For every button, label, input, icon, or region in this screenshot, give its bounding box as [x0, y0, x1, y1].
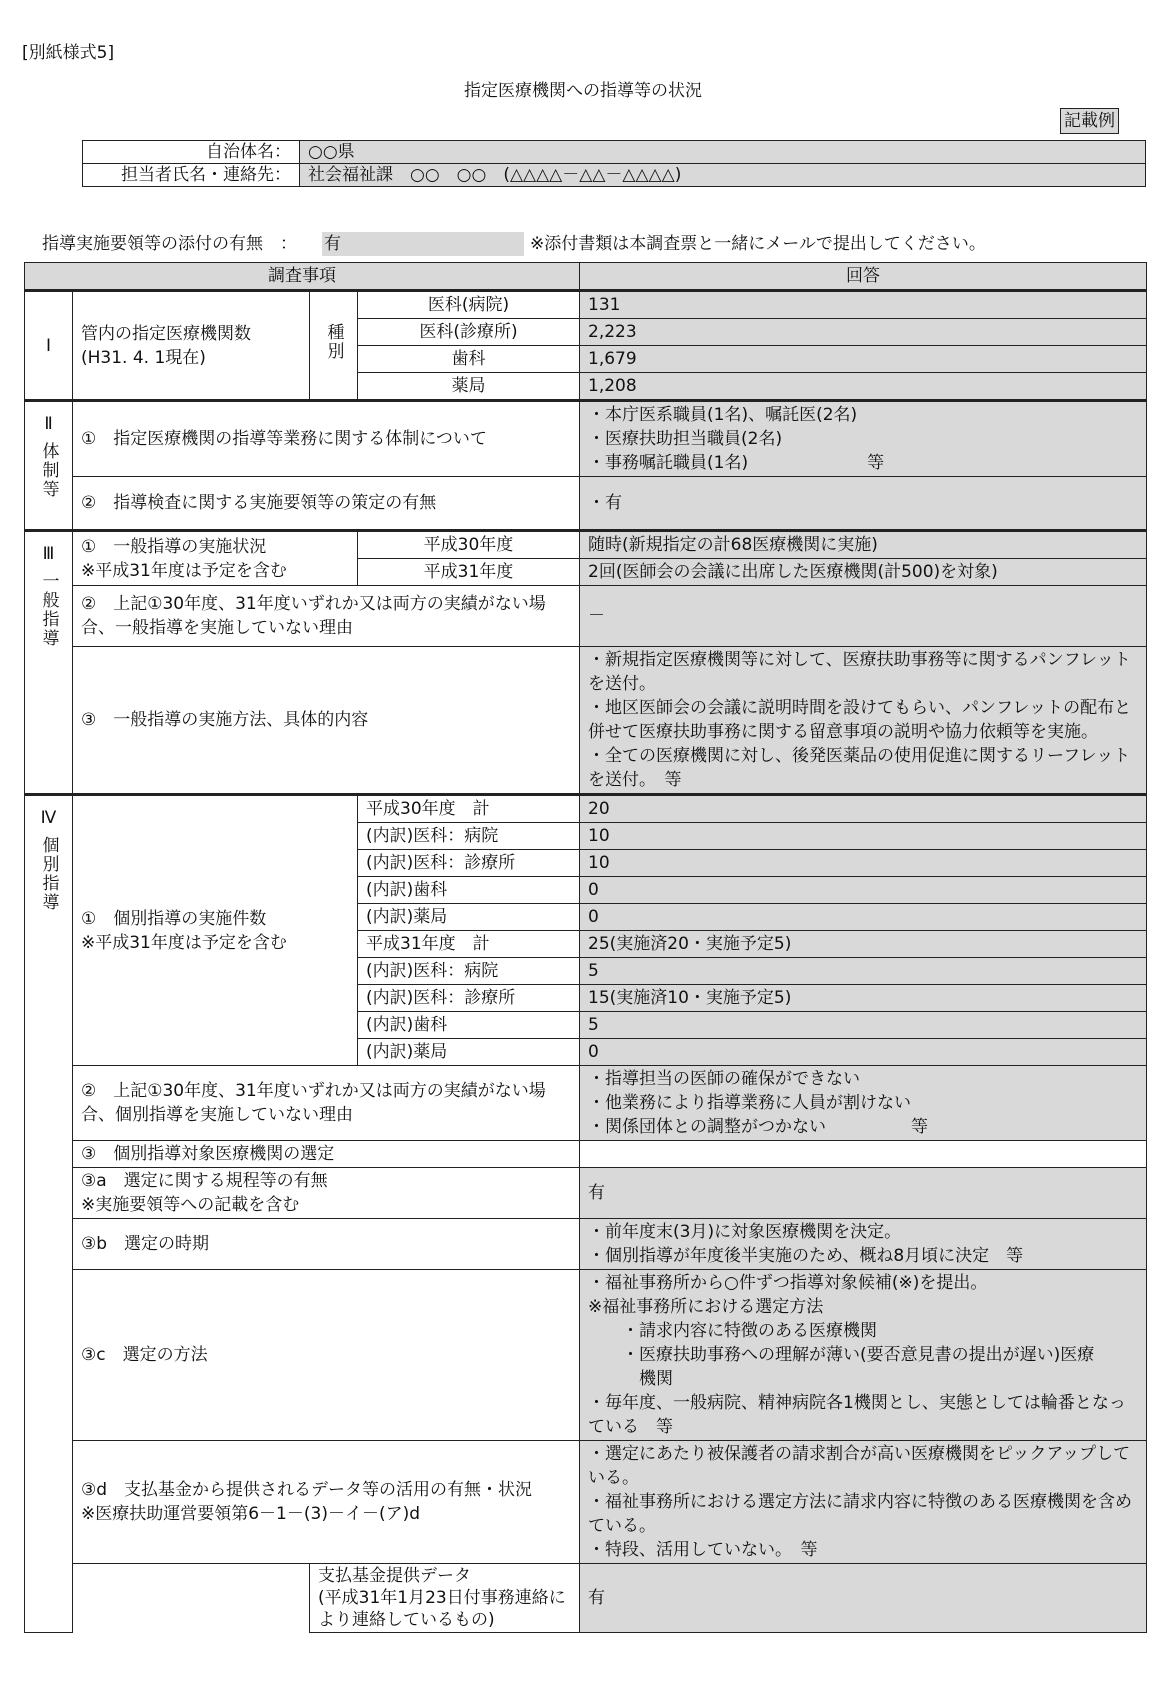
sec1-row-value: 1,679: [580, 346, 1147, 373]
sec3-name: 一般指導: [38, 572, 59, 648]
sec1-kind-cell: [310, 291, 358, 401]
sec2-name: 体制等: [38, 442, 59, 499]
sec4-q3c: ③c 選定の方法: [73, 1270, 580, 1441]
sec4-row-label: (内訳)薬局: [358, 1039, 580, 1066]
attach-value: 有: [322, 232, 524, 256]
sec4-a2: ・指導担当の医師の確保ができない ・他業務により指導業務に人員が割けない ・関係団体との調整がつかない 等: [580, 1066, 1147, 1141]
sec2-a2: ・有: [580, 477, 1147, 531]
sec4-row-label: (内訳)薬局: [358, 904, 580, 931]
sec4-row-value: 15(実施済10・実施予定5): [580, 985, 1147, 1012]
sec1-kind: 種別: [323, 323, 344, 361]
sec1-row-label: 歯科: [358, 346, 580, 373]
sec4-sub-value: 有: [580, 1564, 1147, 1633]
example-badge: 記載例: [1060, 108, 1119, 134]
sec4-row-value: 5: [580, 958, 1147, 985]
sec3-a2: －: [580, 586, 1147, 647]
sec4-q3: ③ 個別指導対象医療機関の選定: [73, 1141, 580, 1168]
sec4-row-value: 5: [580, 1012, 1147, 1039]
sec3-q2: ② 上記①30年度、31年度いずれか又は両方の実績がない場合、一般指導を実施していない理由: [73, 586, 580, 647]
contact-value: 社会福祉課 ○○ ○○ (△△△△－△△－△△△△): [300, 164, 1146, 187]
sec4-a3d: ・選定にあたり被保護者の請求割合が高い医療機関をピックアップしている。 ・福祉事務所における選定方法に請求内容に特徴のある医療機関を含めている。 ・特段、活用していない。 等: [580, 1441, 1147, 1564]
sec1-row-label: 医科(病院): [358, 291, 580, 319]
sec4-row-label: (内訳)医科：病院: [358, 958, 580, 985]
sec4-a3-blank: [580, 1141, 1147, 1168]
sec4-q1: ① 個別指導の実施件数 ※平成31年度は予定を含む: [73, 795, 358, 1066]
page-title: 指定医療機関への指導等の状況: [464, 81, 702, 101]
sec2-q1: ① 指定医療機関の指導等業務に関する体制について: [73, 401, 580, 477]
sec2-a1: ・本庁医系職員(1名)、嘱託医(2名) ・医療扶助担当職員(2名) ・事務嘱託職員(1名) 等: [580, 401, 1147, 477]
sec4-heading: [25, 795, 73, 1633]
sec4-row-value: 0: [580, 877, 1147, 904]
sec1-row-value: 2,223: [580, 319, 1147, 346]
sec3-q3: ③ 一般指導の実施方法、具体的内容: [73, 647, 580, 795]
attach-note: ※添付書類は本調査票と一緒にメールで提出してください。: [530, 234, 986, 254]
sec2-number: Ⅱ: [44, 414, 53, 434]
sec4-row-label: 平成31年度 計: [358, 931, 580, 958]
sec2-q2: ② 指導検査に関する実施要領等の策定の有無: [73, 477, 580, 531]
sec3-number: Ⅲ: [42, 544, 55, 564]
sec4-row-label: (内訳)医科：病院: [358, 823, 580, 850]
col-answer-header: 回答: [580, 263, 1147, 291]
sec1-row-value: 1,208: [580, 373, 1147, 401]
sec4-row-label: 平成30年度 計: [358, 795, 580, 823]
sec3-y30-label: 平成30年度: [358, 531, 580, 559]
municipality-label: 自治体名：: [83, 141, 300, 164]
sec4-row-label: (内訳)歯科: [358, 1012, 580, 1039]
info-table: [82, 140, 1146, 187]
sec3-q1: ① 一般指導の実施状況 ※平成31年度は予定を含む: [73, 531, 358, 586]
sec3-a3: ・新規指定医療機関等に対して、医療扶助事務等に関するパンフレットを送付。 ・地区医師会の会議に説明時間を設けてもらい、パンフレットの配布と併せて医療扶助事務に関する留意事項の説明や協力依頼等を実施。 ・全ての医療機関に対し、後発医薬品の使用促進に関するリーフレットを送付。 等: [580, 647, 1147, 795]
sec1-row-label: 薬局: [358, 373, 580, 401]
sec3-y31-value: 2回(医師会の会議に出席した医療機関(計500)を対象): [580, 559, 1147, 586]
sec1-item: 管内の指定医療機関数 (H31. 4. 1現在): [73, 291, 310, 401]
sec4-row-value: 10: [580, 850, 1147, 877]
sec4-a3a: 有: [580, 1168, 1147, 1219]
sec4-q2: ② 上記①30年度、31年度いずれか又は両方の実績がない場合、個別指導を実施していない理由: [73, 1066, 580, 1141]
attach-label: 指導実施要領等の添付の有無 ：: [42, 234, 297, 254]
sec1-number: Ⅰ: [25, 291, 73, 401]
municipality-value: ○○県: [300, 141, 1146, 164]
sec4-q3d: ③d 支払基金から提供されるデータ等の活用の有無・状況 ※医療扶助運営要領第6－1－(3)－イ－(ア)d: [73, 1441, 580, 1564]
sec4-row-label: (内訳)医科：診療所: [358, 850, 580, 877]
sec4-row-label: (内訳)医科：診療所: [358, 985, 580, 1012]
sec4-a3c: ・福祉事務所から○件ずつ指導対象候補(※)を提出。 ※福祉事務所における選定方法 ・請求内容に特徴のある医療機関 ・医療扶助事務への理解が薄い(要否意見書の提出が遅い)医療 機関 ・毎年度、一般病院、精神病院各1機関とし、実態としては輪番となっている 等: [580, 1270, 1147, 1441]
sec1-row-label: 医科(診療所): [358, 319, 580, 346]
sec2-heading: [25, 401, 73, 531]
sec4-row-value: 0: [580, 904, 1147, 931]
sec4-row-value: 20: [580, 795, 1147, 823]
sec3-y31-label: 平成31年度: [358, 559, 580, 586]
sec4-sub-spacer: [73, 1564, 310, 1633]
sec4-row-value: 25(実施済20・実施予定5): [580, 931, 1147, 958]
sec4-number: Ⅳ: [40, 808, 57, 828]
col-item-header: 調査事項: [25, 263, 580, 291]
sec4-row-label: (内訳)歯科: [358, 877, 580, 904]
survey-table: [24, 262, 1147, 1633]
sec4-row-value: 10: [580, 823, 1147, 850]
form-label: [別紙様式5]: [22, 43, 115, 63]
sec4-sub-label: 支払基金提供データ (平成31年1月23日付事務連絡により連絡しているもの): [310, 1564, 580, 1633]
sec4-name: 個別指導: [38, 836, 59, 912]
sec1-row-value: 131: [580, 291, 1147, 319]
sec3-heading: [25, 531, 73, 795]
sec4-a3b: ・前年度末(3月)に対象医療機関を決定。 ・個別指導が年度後半実施のため、概ね8月頃に決定 等: [580, 1219, 1147, 1270]
sec4-row-value: 0: [580, 1039, 1147, 1066]
sec4-q3b: ③b 選定の時期: [73, 1219, 580, 1270]
contact-label: 担当者氏名・連絡先：: [83, 164, 300, 187]
sec4-q3a: ③a 選定に関する規程等の有無 ※実施要領等への記載を含む: [73, 1168, 580, 1219]
sec3-y30-value: 随時(新規指定の計68医療機関に実施): [580, 531, 1147, 559]
